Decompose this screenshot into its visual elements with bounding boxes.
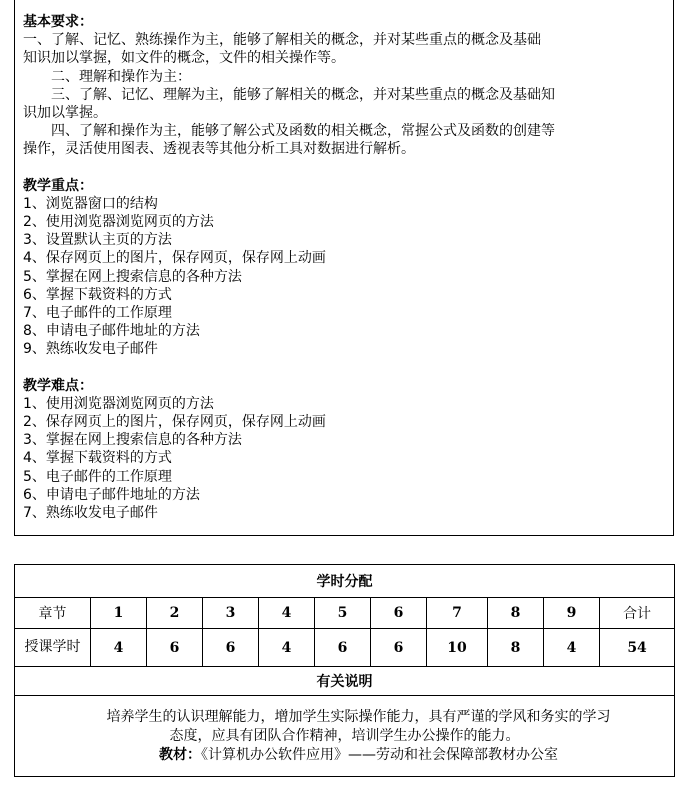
total-hours: 54: [600, 629, 675, 667]
table-title: 学时分配: [15, 565, 675, 598]
key-point-item: 6、掌握下载资料的方式: [23, 286, 172, 303]
key-point-item: 2、使用浏览器浏览网页的方法: [23, 214, 214, 231]
difficult-point-item: 2、保存网页上的图片，保存网页，保存网上动画: [23, 414, 326, 431]
key-points-heading: 教学重点：: [23, 177, 93, 194]
chapter-cell: 8: [488, 598, 544, 629]
difficult-points-heading: 教学难点：: [23, 377, 93, 394]
notes-title: 有关说明: [15, 667, 675, 696]
requirement-line: 四、了解和操作为主，能够了解公式及函数的相关概念，常握公式及函数的创建等: [51, 123, 555, 140]
key-point-item: 4、保存网页上的图片，保存网页，保存网上动画: [23, 250, 326, 267]
hours-cell: 6: [203, 629, 259, 667]
key-point-item: 7、电子邮件的工作原理: [23, 305, 172, 322]
chapter-cell: 2: [147, 598, 203, 629]
requirement-line: 三、了解、记忆、理解为主，能够了解相关的概念，并对某些重点的概念及基础知: [51, 86, 555, 103]
requirement-line: 二、理解和操作为主：: [51, 68, 191, 85]
hours-cell: 6: [371, 629, 427, 667]
requirement-line: 操作，灵活使用图表、透视表等其他分析工具对数据进行解析。: [23, 141, 415, 158]
notes-line: 态度，应具有团队合作精神，培训学生办公操作的能力。: [169, 727, 520, 744]
difficult-point-item: 4、掌握下载资料的方式: [23, 450, 172, 467]
notes-body: [15, 696, 675, 777]
key-point-item: 5、掌握在网上搜索信息的各种方法: [23, 268, 242, 285]
difficult-point-item: 5、电子邮件的工作原理: [23, 468, 172, 485]
key-point-item: 8、申请电子邮件地址的方法: [23, 323, 200, 340]
chapter-cell: 9: [544, 598, 600, 629]
chapter-cell: 5: [315, 598, 371, 629]
hours-cell: 6: [315, 629, 371, 667]
key-point-item: 3、设置默认主页的方法: [23, 232, 172, 249]
hours-cell: 4: [259, 629, 315, 667]
difficult-point-item: 7、熟练收发电子邮件: [23, 505, 158, 522]
course-requirements-box: [14, 0, 674, 536]
chapter-cell: 1: [91, 598, 147, 629]
key-point-item: 9、熟练收发电子邮件: [23, 341, 158, 358]
chapter-cell: 3: [203, 598, 259, 629]
hours-allocation-table: [14, 564, 675, 777]
textbook-text: 《计算机办公软件应用》——劳动和社会保障部教材办公室: [201, 746, 559, 763]
difficult-point-item: 1、使用浏览器浏览网页的方法: [23, 395, 214, 412]
requirements-heading: 基本要求：: [23, 14, 93, 30]
chapter-cell: 7: [427, 598, 488, 629]
requirement-line: 一、了解、记忆、熟练操作为主，能够了解相关的概念，并对某些重点的概念及基础: [23, 32, 541, 49]
hours-cell: 6: [147, 629, 203, 667]
chapter-cell: 4: [259, 598, 315, 629]
chapter-label: 章节: [15, 598, 91, 629]
difficult-point-item: 6、申请电子邮件地址的方法: [23, 486, 200, 503]
requirement-line: 识加以掌握。: [23, 105, 107, 122]
notes-line: 培养学生的认识理解能力，增加学生实际操作能力，具有严谨的学风和务实的学习: [106, 708, 611, 725]
key-point-item: 1、浏览器窗口的结构: [23, 195, 158, 212]
total-label: 合计: [600, 598, 675, 629]
textbook-line: [15, 746, 674, 765]
textbook-label: 教材：: [159, 746, 202, 763]
requirement-line: 知识加以掌握，如文件的概念，文件的相关操作等。: [23, 50, 345, 67]
chapter-cell: 6: [371, 598, 427, 629]
difficult-point-item: 3、掌握在网上搜索信息的各种方法: [23, 432, 242, 449]
hours-label: 授课学时: [15, 629, 91, 667]
hours-cell: 8: [488, 629, 544, 667]
hours-cell: 10: [427, 629, 488, 667]
hours-cell: 4: [91, 629, 147, 667]
hours-cell: 4: [544, 629, 600, 667]
